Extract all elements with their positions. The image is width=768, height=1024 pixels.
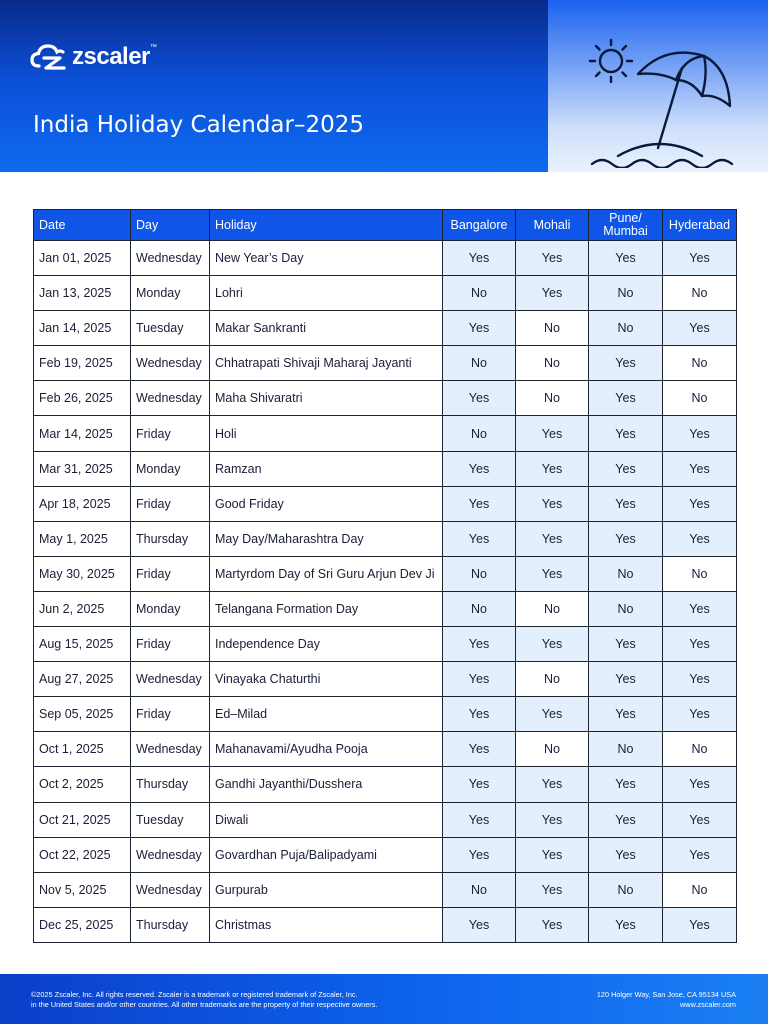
cell-mohali: Yes	[516, 872, 589, 907]
company-address	[597, 990, 736, 1009]
cell-holiday: Makar Sankranti	[210, 311, 443, 346]
cell-hyderabad: Yes	[663, 802, 737, 837]
cell-bangalore: Yes	[443, 381, 516, 416]
cell-mohali: Yes	[516, 802, 589, 837]
table-row	[34, 311, 737, 346]
cell-holiday: Gurpurab	[210, 872, 443, 907]
cell-pune-mumbai: Yes	[589, 346, 663, 381]
cell-pune-mumbai: Yes	[589, 907, 663, 942]
cell-bangalore: Yes	[443, 697, 516, 732]
cell-pune-mumbai: Yes	[589, 767, 663, 802]
table-row	[34, 697, 737, 732]
cell-pune-mumbai: No	[589, 591, 663, 626]
beach-umbrella-icon	[580, 28, 740, 168]
cell-pune-mumbai: Yes	[589, 486, 663, 521]
cell-bangalore: No	[443, 276, 516, 311]
cell-mohali: No	[516, 732, 589, 767]
cell-bangalore: Yes	[443, 732, 516, 767]
cell-date: Aug 15, 2025	[34, 627, 131, 662]
cell-day: Wednesday	[131, 872, 210, 907]
island-wave-icon	[592, 144, 732, 168]
column-header-date: Date	[34, 210, 131, 241]
cell-bangalore: No	[443, 591, 516, 626]
cell-mohali: Yes	[516, 627, 589, 662]
cell-mohali: Yes	[516, 486, 589, 521]
table-row	[34, 627, 737, 662]
column-header-day: Day	[131, 210, 210, 241]
cell-holiday: Martyrdom Day of Sri Guru Arjun Dev Ji	[210, 556, 443, 591]
cell-holiday: Mahanavami/Ayudha Pooja	[210, 732, 443, 767]
cell-day: Wednesday	[131, 837, 210, 872]
table-row	[34, 521, 737, 556]
table-row	[34, 872, 737, 907]
cell-pune-mumbai: No	[589, 556, 663, 591]
cell-mohali: Yes	[516, 767, 589, 802]
cell-date: Jan 13, 2025	[34, 276, 131, 311]
cell-date: Nov 5, 2025	[34, 872, 131, 907]
cell-hyderabad: Yes	[663, 416, 737, 451]
cell-holiday: Ramzan	[210, 451, 443, 486]
table-row	[34, 907, 737, 942]
copyright-notice	[31, 990, 377, 1009]
column-header-bangalore: Bangalore	[443, 210, 516, 241]
cell-day: Thursday	[131, 521, 210, 556]
cell-day: Friday	[131, 556, 210, 591]
table-header-row	[34, 210, 737, 241]
cell-hyderabad: No	[663, 346, 737, 381]
cell-hyderabad: Yes	[663, 591, 737, 626]
cell-mohali: No	[516, 311, 589, 346]
cell-holiday: Independence Day	[210, 627, 443, 662]
cell-holiday: Gandhi Jayanthi/Dusshera	[210, 767, 443, 802]
website-link[interactable]: www.zscaler.com	[680, 999, 736, 1009]
cell-bangalore: Yes	[443, 627, 516, 662]
cell-mohali: No	[516, 591, 589, 626]
table-row	[34, 591, 737, 626]
cell-hyderabad: Yes	[663, 662, 737, 697]
cell-date: Oct 2, 2025	[34, 767, 131, 802]
cell-day: Wednesday	[131, 662, 210, 697]
zscaler-logo	[30, 40, 157, 74]
cell-holiday: Vinayaka Chaturthi	[210, 662, 443, 697]
cell-holiday: Govardhan Puja/Balipadyami	[210, 837, 443, 872]
cell-hyderabad: Yes	[663, 767, 737, 802]
cell-mohali: Yes	[516, 697, 589, 732]
table-row	[34, 556, 737, 591]
cell-date: Sep 05, 2025	[34, 697, 131, 732]
cell-mohali: Yes	[516, 276, 589, 311]
cell-holiday: Chhatrapati Shivaji Maharaj Jayanti	[210, 346, 443, 381]
sun-icon	[590, 40, 632, 82]
cell-mohali: Yes	[516, 907, 589, 942]
cell-date: Feb 19, 2025	[34, 346, 131, 381]
cell-mohali: Yes	[516, 451, 589, 486]
cell-mohali: Yes	[516, 521, 589, 556]
table-row	[34, 241, 737, 276]
cell-day: Friday	[131, 486, 210, 521]
cell-hyderabad: Yes	[663, 907, 737, 942]
cell-day: Friday	[131, 416, 210, 451]
cell-holiday: Telangana Formation Day	[210, 591, 443, 626]
cell-pune-mumbai: No	[589, 872, 663, 907]
cell-pune-mumbai: Yes	[589, 241, 663, 276]
cell-hyderabad: Yes	[663, 697, 737, 732]
cell-bangalore: Yes	[443, 907, 516, 942]
cell-pune-mumbai: No	[589, 732, 663, 767]
cell-bangalore: Yes	[443, 767, 516, 802]
cell-holiday: Maha Shivaratri	[210, 381, 443, 416]
cell-mohali: Yes	[516, 416, 589, 451]
copyright-line-1: ©2025 Zscaler, Inc. All rights reserved. Zscaler is a trademark or registered trademark of Zscaler, Inc.	[31, 990, 358, 999]
table-row	[34, 416, 737, 451]
cell-day: Wednesday	[131, 241, 210, 276]
cell-holiday: Diwali	[210, 802, 443, 837]
cell-date: Aug 27, 2025	[34, 662, 131, 697]
cell-hyderabad: No	[663, 276, 737, 311]
cell-mohali: No	[516, 662, 589, 697]
cell-date: Jun 2, 2025	[34, 591, 131, 626]
cell-holiday: Lohri	[210, 276, 443, 311]
cell-date: Mar 31, 2025	[34, 451, 131, 486]
cell-holiday: May Day/Maharashtra Day	[210, 521, 443, 556]
cell-date: Dec 25, 2025	[34, 907, 131, 942]
cell-date: Oct 1, 2025	[34, 732, 131, 767]
cell-day: Monday	[131, 591, 210, 626]
cell-holiday: New Year’s Day	[210, 241, 443, 276]
cell-date: Feb 26, 2025	[34, 381, 131, 416]
column-header-holiday: Holiday	[210, 210, 443, 241]
cell-holiday: Holi	[210, 416, 443, 451]
cell-pune-mumbai: Yes	[589, 521, 663, 556]
cell-bangalore: Yes	[443, 837, 516, 872]
cell-hyderabad: Yes	[663, 486, 737, 521]
cell-holiday: Christmas	[210, 907, 443, 942]
cell-bangalore: Yes	[443, 662, 516, 697]
cell-hyderabad: No	[663, 556, 737, 591]
cell-bangalore: Yes	[443, 802, 516, 837]
cell-pune-mumbai: Yes	[589, 627, 663, 662]
page-title: India Holiday Calendar–2025	[33, 112, 364, 138]
cell-bangalore: Yes	[443, 451, 516, 486]
cell-pune-mumbai: Yes	[589, 381, 663, 416]
cell-holiday: Good Friday	[210, 486, 443, 521]
table-row	[34, 451, 737, 486]
cell-day: Wednesday	[131, 346, 210, 381]
footer	[0, 974, 768, 1024]
cell-pune-mumbai: Yes	[589, 416, 663, 451]
table-row	[34, 662, 737, 697]
cell-mohali: Yes	[516, 837, 589, 872]
address-line: 120 Holger Way, San Jose, CA 95134 USA	[596, 990, 736, 999]
cell-mohali: Yes	[516, 556, 589, 591]
cell-bangalore: No	[443, 872, 516, 907]
cell-date: Apr 18, 2025	[34, 486, 131, 521]
cell-hyderabad: Yes	[663, 311, 737, 346]
table-row	[34, 346, 737, 381]
cell-bangalore: Yes	[443, 241, 516, 276]
table-row	[34, 802, 737, 837]
table-row	[34, 767, 737, 802]
cell-day: Wednesday	[131, 381, 210, 416]
header-illustration-panel	[548, 0, 768, 172]
cell-hyderabad: Yes	[663, 451, 737, 486]
cell-bangalore: No	[443, 556, 516, 591]
cell-pune-mumbai: Yes	[589, 662, 663, 697]
cell-day: Friday	[131, 627, 210, 662]
copyright-line-2: in the United States and/or other countries. All other trademarks are the property of their respective owners.	[31, 999, 378, 1009]
table-row	[34, 276, 737, 311]
table-row	[34, 837, 737, 872]
cell-bangalore: Yes	[443, 521, 516, 556]
cell-hyderabad: No	[663, 732, 737, 767]
column-header-pune-mumbai: Pune/ Mumbai	[589, 210, 663, 241]
table-row	[34, 381, 737, 416]
cell-hyderabad: Yes	[663, 521, 737, 556]
cell-day: Friday	[131, 697, 210, 732]
cell-mohali: Yes	[516, 241, 589, 276]
table-row	[34, 486, 737, 521]
cell-pune-mumbai: Yes	[589, 802, 663, 837]
cell-pune-mumbai: Yes	[589, 837, 663, 872]
table-row	[34, 732, 737, 767]
cell-day: Monday	[131, 276, 210, 311]
cell-day: Wednesday	[131, 732, 210, 767]
cell-pune-mumbai: No	[589, 311, 663, 346]
header-banner	[0, 0, 768, 172]
holiday-table	[33, 209, 737, 943]
cell-day: Monday	[131, 451, 210, 486]
cell-day: Thursday	[131, 767, 210, 802]
cell-date: Jan 01, 2025	[34, 241, 131, 276]
cell-date: Mar 14, 2025	[34, 416, 131, 451]
column-header-mohali: Mohali	[516, 210, 589, 241]
cell-hyderabad: Yes	[663, 627, 737, 662]
cell-hyderabad: No	[663, 872, 737, 907]
cell-day: Tuesday	[131, 802, 210, 837]
column-header-hyderabad: Hyderabad	[663, 210, 737, 241]
cell-pune-mumbai: No	[589, 276, 663, 311]
cell-hyderabad: Yes	[663, 241, 737, 276]
zscaler-cloud-logo	[30, 41, 70, 73]
cell-pune-mumbai: Yes	[589, 451, 663, 486]
cell-mohali: No	[516, 381, 589, 416]
cell-bangalore: No	[443, 416, 516, 451]
cell-day: Tuesday	[131, 311, 210, 346]
brand-name: zscaler	[72, 43, 150, 70]
cell-bangalore: Yes	[443, 486, 516, 521]
cell-date: May 30, 2025	[34, 556, 131, 591]
cell-mohali: No	[516, 346, 589, 381]
cell-hyderabad: Yes	[663, 837, 737, 872]
cell-bangalore: Yes	[443, 311, 516, 346]
cell-bangalore: No	[443, 346, 516, 381]
cell-hyderabad: No	[663, 381, 737, 416]
table-body	[34, 241, 737, 943]
cell-holiday: Ed–Milad	[210, 697, 443, 732]
cell-date: Oct 21, 2025	[34, 802, 131, 837]
cell-date: Jan 14, 2025	[34, 311, 131, 346]
cell-date: Oct 22, 2025	[34, 837, 131, 872]
cell-date: May 1, 2025	[34, 521, 131, 556]
cell-day: Thursday	[131, 907, 210, 942]
trademark-symbol: ™	[149, 44, 157, 51]
cell-pune-mumbai: Yes	[589, 697, 663, 732]
